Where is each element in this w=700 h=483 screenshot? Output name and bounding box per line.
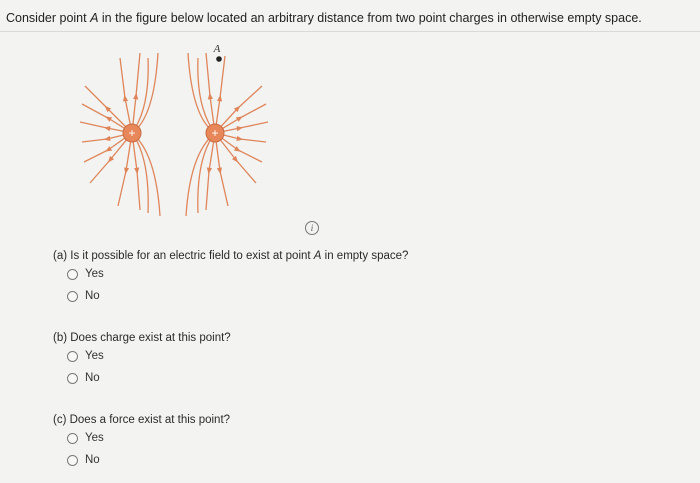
point-a-marker: [213, 43, 222, 62]
part-a: [53, 250, 408, 302]
part-b: [53, 332, 231, 384]
part-b-option-yes[interactable]: Yes: [67, 350, 231, 362]
info-icon[interactable]: i: [305, 221, 319, 235]
part-b-question: (b) Does charge exist at this point?: [53, 332, 231, 344]
part-c-option-yes[interactable]: Yes: [67, 432, 230, 444]
radio-button[interactable]: [67, 455, 78, 466]
radio-button[interactable]: [67, 433, 78, 444]
part-a-option-no[interactable]: No: [67, 290, 408, 302]
part-c: [53, 414, 230, 466]
part-a-question: (a) Is it possible for an electric field to exist at point A in empty space?: [53, 250, 409, 262]
part-b-option-no[interactable]: No: [67, 372, 231, 384]
charge-left: [123, 124, 141, 142]
charge-right: [206, 124, 224, 142]
part-c-question: (c) Does a force exist at this point?: [53, 414, 231, 426]
divider: [0, 31, 700, 32]
part-a-option-yes[interactable]: Yes: [67, 268, 408, 280]
charge-right-sign: +: [211, 126, 219, 140]
question-prompt: Consider point A in the figure below located an arbitrary distance from two point charges in otherwise empty space.: [6, 11, 642, 25]
charge-left-sign: +: [128, 126, 136, 140]
part-c-option-no[interactable]: No: [67, 454, 230, 466]
field-lines-figure: [70, 38, 280, 233]
radio-button[interactable]: [67, 373, 78, 384]
radio-button[interactable]: [67, 291, 78, 302]
radio-button[interactable]: [67, 351, 78, 362]
radio-button[interactable]: [67, 269, 78, 280]
point-a-label: A: [213, 43, 221, 55]
